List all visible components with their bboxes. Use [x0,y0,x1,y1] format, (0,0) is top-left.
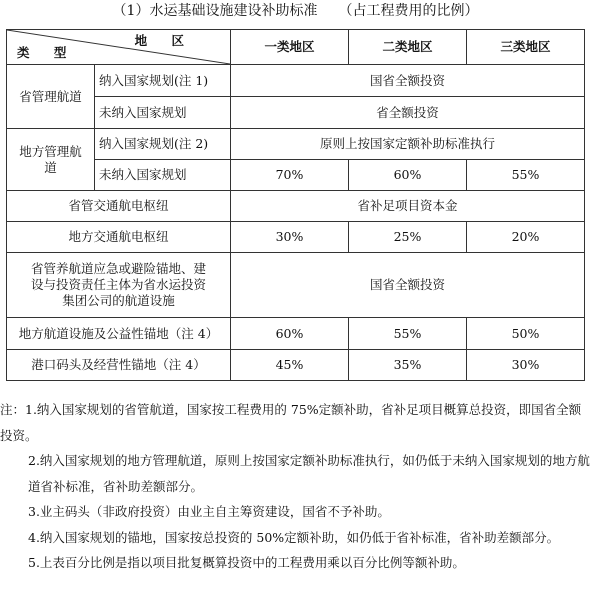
table-header-row [7,30,585,65]
region-header: 地 区 [134,33,194,48]
table-row [7,350,585,381]
sub-label: 未纳入国家规划 [95,160,231,191]
table-title: （1）水运基础设施建设补助标准 （占工程费用的比例） [112,3,479,19]
merged-value-cell: 原则上按国家定额补助标准执行 [231,129,585,160]
merged-value-cell: 省补足项目资本金 [231,191,585,222]
note-4: 4.纳入国家规划的锚地，国家按总投资的 50%定额补助，如仍低于省补标准，省补助差额部分。 [28,529,560,545]
merged-value-cell: 国省全额投资 [231,253,585,318]
row-label: 地方航道设施及公益性锚地（注 4） [7,318,231,350]
row-label: 港口码头及经营性锚地（注 4） [7,350,231,381]
column-header-class2: 二类地区 [349,30,467,65]
type-header: 类 型 [17,45,77,60]
value-cell: 30% [231,222,349,253]
value-cell: 70% [231,160,349,191]
row-label: 省管交通航电枢纽 [7,191,231,222]
value-cell: 25% [349,222,467,253]
value-cell: 30% [467,350,585,381]
merged-value-cell: 国省全额投资 [231,65,585,97]
subsidy-standards-table [6,29,585,381]
value-cell: 45% [231,350,349,381]
value-cell: 60% [349,160,467,191]
table-row [7,129,585,160]
value-cell: 35% [349,350,467,381]
note-3: 3.业主码头（非政府投资）由业主自主筹资建设，国省不予补助。 [28,504,390,519]
group-label-local-channel: 地方管理航道 [7,129,95,191]
sub-label: 未纳入国家规划 [95,97,231,129]
row-label: 地方交通航电枢纽 [7,222,231,253]
column-header-class3: 三类地区 [467,30,585,65]
column-header-class1: 一类地区 [231,30,349,65]
notes-section [0,397,591,576]
table-row [7,222,585,253]
sub-label: 纳入国家规划(注 2) [95,129,231,160]
group-label-provincial-channel: 省管理航道 [7,65,95,129]
value-cell: 55% [349,318,467,350]
table-row [7,318,585,350]
note-2: 2.纳入国家规划的地方管理航道，原则上按国家定额补助标准执行，如仍低于未纳入国家规划的地方航道省补标准，省补助差额部分。 [28,453,590,494]
sub-label: 纳入国家规划(注 1) [95,65,231,97]
table-row [7,191,585,222]
note-1: 注：1.纳入国家规划的省管航道，国家按工程费用的 75%定额补助，省补足项目概算总投资，即国省全额投资。 [0,402,582,443]
merged-value-cell: 省全额投资 [231,97,585,129]
row-label: 省管养航道应急或避险锚地、建设与投资责任主体为省水运投资集团公司的航道设施 [7,253,231,318]
table-row [7,253,585,318]
value-cell: 55% [467,160,585,191]
value-cell: 20% [467,222,585,253]
value-cell: 50% [467,318,585,350]
table-row [7,65,585,97]
value-cell: 60% [231,318,349,350]
note-5: 5.上表百分比例是指以项目批复概算投资中的工程费用乘以百分比例等额补助。 [28,555,465,570]
corner-header-cell [7,30,231,65]
